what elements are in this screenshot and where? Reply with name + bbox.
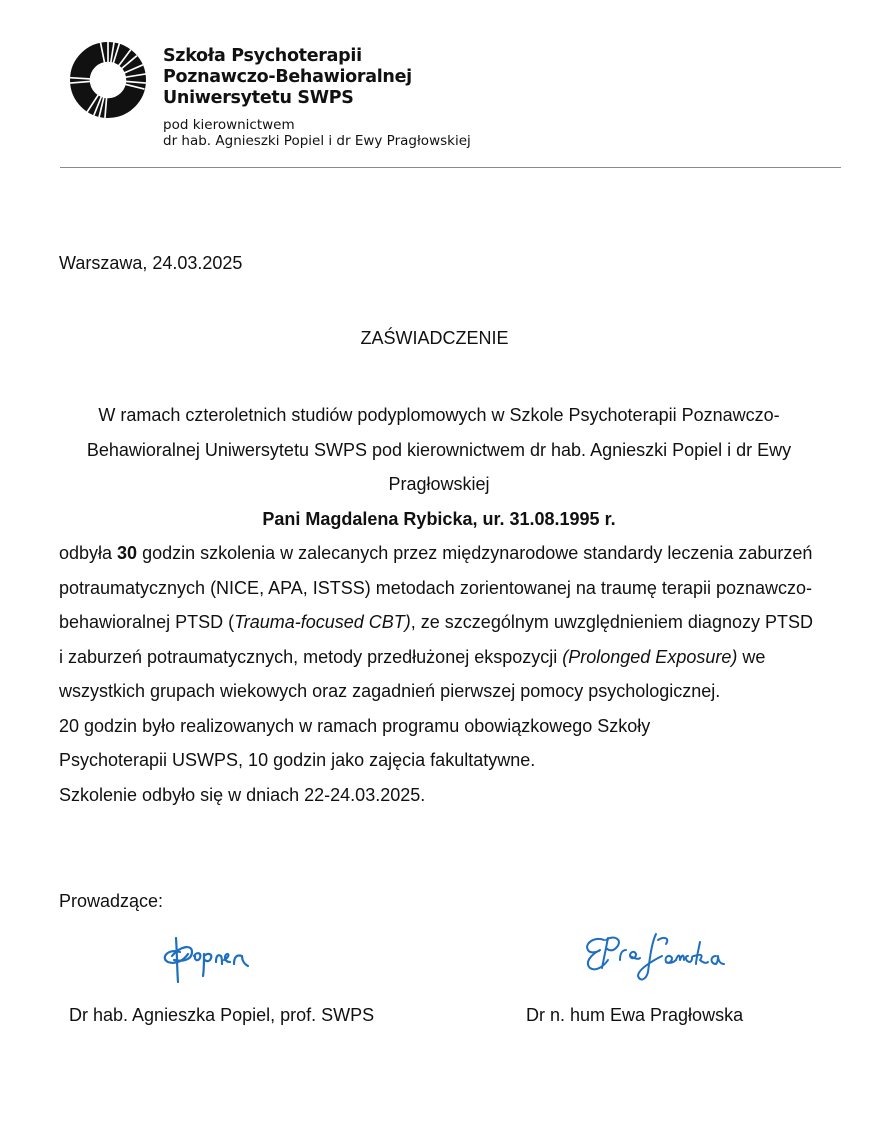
school-directors-line: pod kierownictwem (163, 117, 295, 133)
swps-ring-logo-icon (70, 42, 146, 118)
recipient-name: Pani Magdalena Rybicka, ur. 31.08.1995 r. (262, 508, 616, 529)
header-divider (60, 167, 841, 168)
method-name-tfcbt: Trauma-focused CBT) (234, 612, 411, 632)
school-name-line: Szkoła Psychoterapii (163, 46, 362, 66)
method-name-pe: (Prolonged Exposure) (562, 646, 738, 667)
signers-label: Prowadzące: (59, 891, 164, 911)
hours-breakdown: 20 godzin było realizowanych w ramach programu obowiązkowego Szkoły Psychoterapii USWPS, 10 godzin jako zajęcia fakultatywne. (59, 715, 651, 770)
certificate-body (59, 536, 819, 812)
intro-paragraph: W ramach czteroletnich studiów podyplomowych w Szkole Psychoterapii Poznawczo-Behawioralnej Uniwersytetu SWPS pod kierownictwem dr hab. Agnieszki Popiel i dr Ewy Pragłowskiej (86, 405, 792, 494)
signature-popiel-icon (158, 932, 258, 988)
training-dates: Szkolenie odbyło się w dniach 22-24.03.2025. (59, 784, 426, 805)
signature-praglowska-icon (580, 926, 735, 988)
document-title: ZAŚWIADCZENIE (360, 328, 509, 348)
place-and-date: Warszawa, 24.03.2025 (59, 253, 243, 273)
school-name-line: Uniwersytetu SWPS (163, 88, 354, 108)
hours-count: 30 (117, 543, 138, 563)
text-run: odbyła (59, 543, 118, 563)
intro-section (59, 398, 819, 536)
text-run: , ze szczególnym uwzględnieniem diagnozy PTSD i zaburzeń potraumatycznych, metody przedłużonej ekspozycji (59, 612, 813, 667)
training-description (59, 536, 819, 709)
signer-name-popiel: Dr hab. Agnieszka Popiel, prof. SWPS (69, 1005, 375, 1025)
school-name (163, 46, 412, 109)
school-directors-line: dr hab. Agnieszki Popiel i dr Ewy Pragłowskiej (163, 133, 471, 149)
text-run: godzin szkolenia w zalecanych przez międzynarodowe standardy leczenia zaburzeń potraumatycznych (NICE, APA, ISTSS) metodach zorientowanej na traumę terapii poznawczo-behawioralnej PTSD ( (59, 543, 813, 632)
school-name-line: Poznawczo-Behawioralnej (163, 67, 412, 87)
text-run: we wszystkich grupach wiekowych oraz zagadnień pierwszej pomocy psychologicznej. (59, 646, 766, 701)
school-directors (163, 117, 471, 149)
signer-name-praglowska: Dr n. hum Ewa Pragłowska (526, 1005, 744, 1025)
